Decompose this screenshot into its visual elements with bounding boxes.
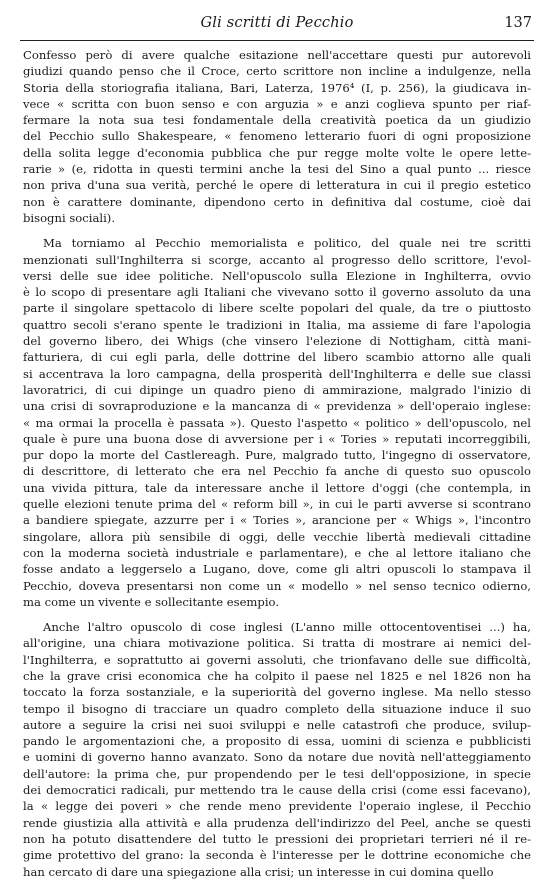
text-line: una crisi di sovraproduzione e la mancanza di « previdenza » dell'operaio inglese: xyxy=(23,399,531,414)
text-line: bisogni sociali). xyxy=(23,210,116,225)
text-line: e uomini di governo hanno avanzato. Sono da notare due novità nell'atteggiamento xyxy=(23,750,531,765)
text-line: rende giustizia alla attività e alla prudenza dell'indirizzo del Peel, anche se questi xyxy=(23,815,531,830)
text-line: dell'autore: la prima che, pur propendendo per le tesi dell'opposizione, in specie xyxy=(23,766,531,781)
text-line: singolare, allora più sensibile di oggi, delle vecchie libertà medievali cittadine xyxy=(23,529,531,544)
text-line: una vivida pittura, tale da interessare anche il lettore d'oggi (che contempla, in xyxy=(23,480,531,495)
text-line: « ma ormai la procella è passata »). Questo l'aspetto « politico » dell'opuscolo, nel xyxy=(23,415,531,430)
body-text xyxy=(23,47,531,880)
paragraph xyxy=(23,47,531,226)
paragraph-gap xyxy=(23,610,531,619)
text-line: fatturiera, di cui egli parla, delle dottrine del libero scambio attorno alle quali xyxy=(23,350,531,365)
text-line: gime protettivo del grano: la seconda è l'interesse per le dottrine economiche che xyxy=(23,848,531,863)
text-line: parte il singolare spettacolo di libere scelte popolari del quale, da tre o piuttosto xyxy=(23,301,531,316)
paragraph-gap xyxy=(23,226,531,235)
text-line: non ha potuto disattendere del tutto le pressioni dei proprietari terrieri né il re- xyxy=(23,831,531,846)
text-line: che la grave crisi economica che ha colpito il paese nel 1825 e nel 1826 non ha xyxy=(23,668,531,683)
text-line: dei democratici radicali, pur mettendo tra le cause della crisi (come essi facevano), xyxy=(23,783,531,798)
page-number: 137 xyxy=(504,15,532,31)
text-line: Confesso però di avere qualche esitazione nell'accettare questi pur autorevoli xyxy=(23,48,531,62)
text-line: quelle elezioni tenute prima del « reform bill », in cui le parti avverse si scontrano xyxy=(23,497,531,512)
text-line: menzionati sull'Inghilterra si scorge, accanto al progresso dello scrittore, l'evol- xyxy=(23,252,531,267)
text-line: con la moderna società industriale e parlamentare), e che al lettore italiano che xyxy=(23,545,531,560)
running-header xyxy=(20,10,534,41)
text-line: toccato la forza sostanziale, e la superiorità del governo inglese. Ma nello stesso xyxy=(23,685,531,700)
text-line: fermare la nota sua tesi fondamentale della creatività poetica da un giudizio xyxy=(23,113,531,128)
text-line: quattro secoli s'erano spente le tradizioni in Italia, ma assieme di fare l'apologia xyxy=(23,317,531,332)
text-line: giudizi quando penso che il Croce, certo scrittore non incline a indulgenze, nella xyxy=(23,64,531,79)
text-line: tempo il bisogno di tracciare un quadro completo della situazione induce il suo xyxy=(23,701,531,716)
text-line: autore a seguire la crisi nei suoi sviluppi e nelle catastrofi che produce, svilup- xyxy=(23,717,531,732)
text-line: non è carattere dominante, dipendono certo in definitiva dal costume, cioè dai xyxy=(23,194,531,209)
text-line: vece « scritta con buon senso e con arguzia » e anzi coglieva spunto per riaf- xyxy=(23,96,531,111)
text-line: a bandiere spiegate, azzurre per i « Tories », arancione per « Whigs », l'incontro xyxy=(23,513,531,528)
text-line: è lo scopo di presentare agli Italiani che vivevano sotto il governo assoluto da una xyxy=(23,285,531,300)
text-line: del governo libero, dei Whigs (che vinsero l'elezione di Nottigham, città mani- xyxy=(23,334,531,349)
text-line: la « legge dei poveri » che rende meno previdente l'operaio inglese, il Pecchio xyxy=(23,799,531,814)
text-line: Anche l'altro opuscolo di cose inglesi (L'anno mille ottocentoventisei ...) ha, xyxy=(43,620,531,635)
text-line: della solita legge d'economia pubblica che pur regge molte volte le opere lette- xyxy=(23,145,531,160)
running-title: Gli scritti di Pecchio xyxy=(200,15,354,31)
paragraph xyxy=(23,619,531,880)
text-line: han cercato di dare una spiegazione alla crisi; un interesse in cui domina quello xyxy=(23,864,494,879)
text-line: fosse andato a leggerselo a Lugano, dove, come gli altri opuscoli lo stampava il xyxy=(23,562,531,577)
text-line: quale è pure una buona dose di avversione per i « Tories » reputati incorreggibili, xyxy=(23,431,531,446)
text-line: si accentrava la loro campagna, della prosperità dell'Inghilterra e delle sue classi xyxy=(23,366,531,381)
text-line: Ma torniamo al Pecchio memorialista e politico, del quale nei tre scritti xyxy=(43,236,531,251)
text-line: di descrittore, di letterato che era nel Pecchio fa anche di questo suo opuscolo xyxy=(23,464,531,479)
text-line: rarie » (e, ridotta in questi termini anche la tesi del Sino a qual punto ... riesce xyxy=(23,162,531,177)
text-line: ma come un vivente e sollecitante esempio. xyxy=(23,594,280,609)
text-line: Storia della storiografia italiana, Bari, Laterza, 1976⁴ (I, p. 256), la giudicava in- xyxy=(23,80,531,95)
text-line: l'Inghilterra, e soprattutto ai governi assoluti, che trionfavano delle sue difficoltà, xyxy=(23,652,531,667)
text-line: Pecchio, doveva presentarsi non come un « modello » nel senso tecnico odierno, xyxy=(23,578,531,593)
text-line: pando le argomentazioni che, a proposito di essa, uomini di scienza e pubblicisti xyxy=(23,734,531,749)
text-line: lavoratrici, di cui dipinge un quadro pieno di ammirazione, malgrado l'inizio di xyxy=(23,382,531,397)
text-line: del Pecchio sullo Shakespeare, « fenomeno letterario fuori di ogni proposizione xyxy=(23,129,531,144)
text-line: non priva d'una sua verità, perché le opere di letteratura in cui il pregio estetico xyxy=(23,178,531,193)
paragraph xyxy=(23,235,531,610)
text-line: versi delle sue idee politiche. Nell'opuscolo sulla Elezione in Inghilterra, ovvio xyxy=(23,268,531,283)
text-line: all'origine, una chiara motivazione politica. Si tratta di mostrare ai nemici del- xyxy=(23,636,531,651)
text-line: pur dopo la morte del Castlereagh. Pure, malgrado tutto, l'ingegno di osservatore, xyxy=(23,448,531,463)
